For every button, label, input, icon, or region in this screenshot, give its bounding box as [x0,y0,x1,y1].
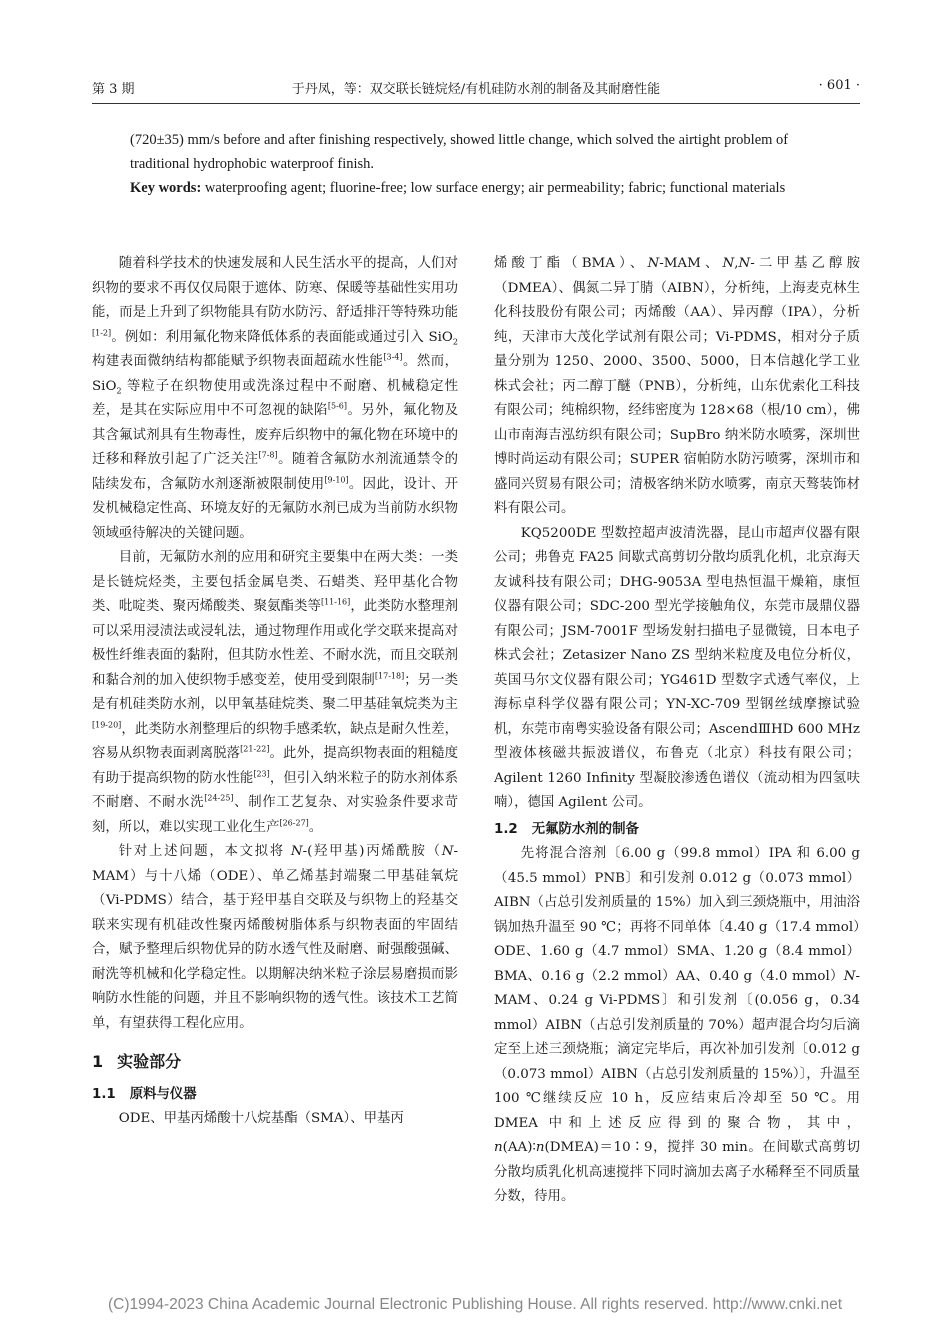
running-header [92,78,860,100]
keywords-label: Key words: [130,180,202,196]
keywords [130,176,830,200]
header-rule [92,103,860,104]
citation: [24-25] [204,793,234,803]
citation: [11-16] [320,597,351,607]
intro-paragraph-2: 目前，无氟防水剂的应用和研究主要集中在两大类：一类是长链烷烃类，主要包括金属皂类、石蜡类、羟甲基化合物类、吡啶类、聚丙烯酸类、聚氨酯类等[11-16]，此类防水整理剂可以采用浸渍法或浸轧法，通过物理作用或化学交联来提高对极性纤维表面的黏附，但其防水性差、不耐水洗，而且交联剂和黏合剂的加入使织物手感变差，使用受到限制[17-18]；另一类是有机硅类防水剂，以甲氧基硅烷类、聚二甲基硅氧烷类为主[19-20]，此类防水剂整理后的织物手感柔软，缺点是耐久性差，容易从织物表面剥离脱落[21-22]。此外，提高织物表面的粗糙度有助于提高织物的防水性能[23]，但引入纳米粒子的防水剂体系不耐磨、不耐水洗[24-25]、制作工艺复杂、对实验条件要求苛刻，所以，难以实现工业化生产[26-27]。 [92,550,459,835]
intro-paragraph-3: 针对上述问题，本文拟将 N-(羟甲基)丙烯酰胺（N-MAM）与十八烯（ODE）、单乙烯基封端聚二甲基硅氧烷（Vi-PDMS）结合，基于羟甲基自交联及与织物上的羟基交联来实现有机硅改性聚丙烯酸树脂体系与织物表面的牢固结合，赋予整理后织物优异的防水透气性及耐磨、耐强酸强碱、耐洗等机械和化学稳定性。以期解决纳米粒子涂层易磨损而影响防水性能的问题，并且不影响织物的透气性。该技术工艺简单，有望获得工程化应用。 [92,844,458,1031]
citation: [21-22] [240,744,270,754]
section-heading-1: 1 实验部分 [92,1052,182,1071]
instruments-paragraph: KQ5200DE 型数控超声波清洗器，昆山市超声仪器有限公司；弗鲁克 FA25 间歇式高剪切分散均质乳化机，北京海天友诚科技有限公司；DHG-9053A 型电热恒温干燥箱，康恒仪器有限公司；SDC-200 型光学接触角仪，东莞市晟鼎仪器有限公司；JSM-7001F 型场发射扫描电子显微镜，日本电子株式会社；Zetasizer Nano ZS 型纳米粒度及电位分析仪，英国马尔文仪器有限公司；YG461D 型数字式透气率仪，上海标卓科学仪器有限公司；YN-XC-709 型钢丝绒摩擦试验机，东莞市南粤实验设备有限公司；AscendⅢHD 600 MHz 型液体核磁共振波谱仪，布鲁克（北京）科技有限公司；Agilent 1260 Infinity 型凝胶渗透色谱仪（流动相为四氢呋喃），德国 Agilent 公司。 [494,525,860,810]
section-heading-1-1: 1.1 原料与仪器 [92,1086,197,1102]
section-heading-1-2: 1.2 无氟防水剂的制备 [494,821,639,837]
citation: [5-6] [327,401,347,411]
citation: [7-8] [258,450,278,460]
materials-paragraph-start: ODE、甲基丙烯酸十八烷基酯（SMA）、甲基丙 [118,1111,404,1126]
citation: [17-18] [374,671,405,681]
copyright-footer: (C)1994-2023 China Academic Journal Electronic Publishing House. All rights reserved. http://www.cnki.net [107,1296,843,1313]
citation: [26-27] [279,818,309,828]
english-abstract-tail [130,128,830,200]
abstract-line: (720±35) mm/s before and after finishing respectively, showed little change, which solved the airtight problem of traditional hydrophobic waterproof finish. [130,132,789,172]
intro-paragraph-1: 随着科学技术的快速发展和人民生活水平的提高，人们对织物的要求不再仅仅局限于遮体、防寒、保暖等基础性实用功能，而是上升到了织物能具有防水防污、舒适排汗等特殊功能[1-2]。例如：利用氟化物来降低体系的表面能或通过引入 SiO$_2$ 构建表面微纳结构都能赋予织物表面超疏水性能[3-4]。然而，SiO$_2$ 等粒子在织物使用或洗涤过程中不耐磨、机械稳定性差，是其在实际应用中不可忽视的缺陷[5-6]。另外，氟化物及其含氟试剂具有生物毒性，废弃后织物中的氟化物在环境中的迁移和释放引起了广泛关注[7-8]。随着含氟防水剂流通禁令的陆续发布，含氟防水剂逐渐被限制使用[9-10]。因此，设计、开发机械稳定性高、环境友好的无氟防水剂已成为当前防水织物领域亟待解决的关键问题。 [92,256,459,541]
materials-paragraph-cont: 烯酸丁酯（BMA）、N-MAM、N,N-二甲基乙醇胺（DMEA）、偶氮二异丁腈（AIBN），分析纯，上海麦克林生化科技股份有限公司；丙烯酸（AA）、异丙醇（IPA），分析纯，天津市大茂化学试剂有限公司；Vi-PDMS，相对分子质量分别为 1250、2000、3500、5000，日本信越化学工业株式会社；丙二醇丁醚（PNB），分析纯，山东优索化工科技有限公司；纯棉织物，经纬密度为 128×68（根/10 cm），佛山市南海吉泓纺织有限公司；SupBro 纳米防水喷雾，深圳世博时尚运动有限公司；SUPER 宿帕防水防污喷雾，深圳市和盛同兴贸易有限公司；清极客纳米防水喷雾，南京天骜装饰材料有限公司。 [494,256,860,516]
citation: [1-2] [92,328,112,338]
preparation-paragraph: 先将混合溶剂〔6.00 g（99.8 mmol）IPA 和 6.00 g（45.5 mmol）PNB〕和引发剂 0.012 g（0.073 mmol）AIBN（占总引发剂质量的 15%）加入到三颈烧瓶中，用油浴锅加热升温至 90 ℃；再将不同单体〔4.40 g（17.4 mmol）ODE、1.60 g（4.7 mmol）SMA、1.20 g（8.4 mmol）BMA、0.16 g（2.2 mmol）AA、0.40 g（4.0 mmol）N-MAM、0.24 g Vi-PDMS〕和引发剂〔(0.056 g，0.34 mmol）AIBN（占总引发剂质量的 70%）超声混合均匀后滴定至上述三颈烧瓶；滴定完毕后，再次补加引发剂〔0.012 g（0.073 mmol）AIBN（占总引发剂质量的 15%）〕，升温至 100 ℃继续反应 10 h，反应结束后冷却至 50 ℃。用 DMEA 中和上述反应得到的聚合物，其中，n(AA)∶n(DMEA)＝10∶9，搅拌 30 min。在间歇式高剪切分散均质乳化机高速搅拌下同时滴加去离子水稀释至不同质量分数，待用。 [494,846,860,1204]
article-running-title: 于丹凤，等：双交联长链烷烃/有机硅防水剂的制备及其耐磨性能 [291,82,661,97]
citation: [9-10] [324,475,349,485]
citation: [23] [253,769,270,779]
left-column [92,252,458,1132]
citation: [19-20] [92,720,122,730]
page-number: · 601 · [818,78,860,93]
issue-number: 第 3 期 [92,82,135,97]
citation: [3-4] [383,352,403,362]
right-column [494,252,860,1210]
keywords-text: waterproofing agent; fluorine-free; low surface energy; air permeability; fabric; functional materials [201,180,786,196]
